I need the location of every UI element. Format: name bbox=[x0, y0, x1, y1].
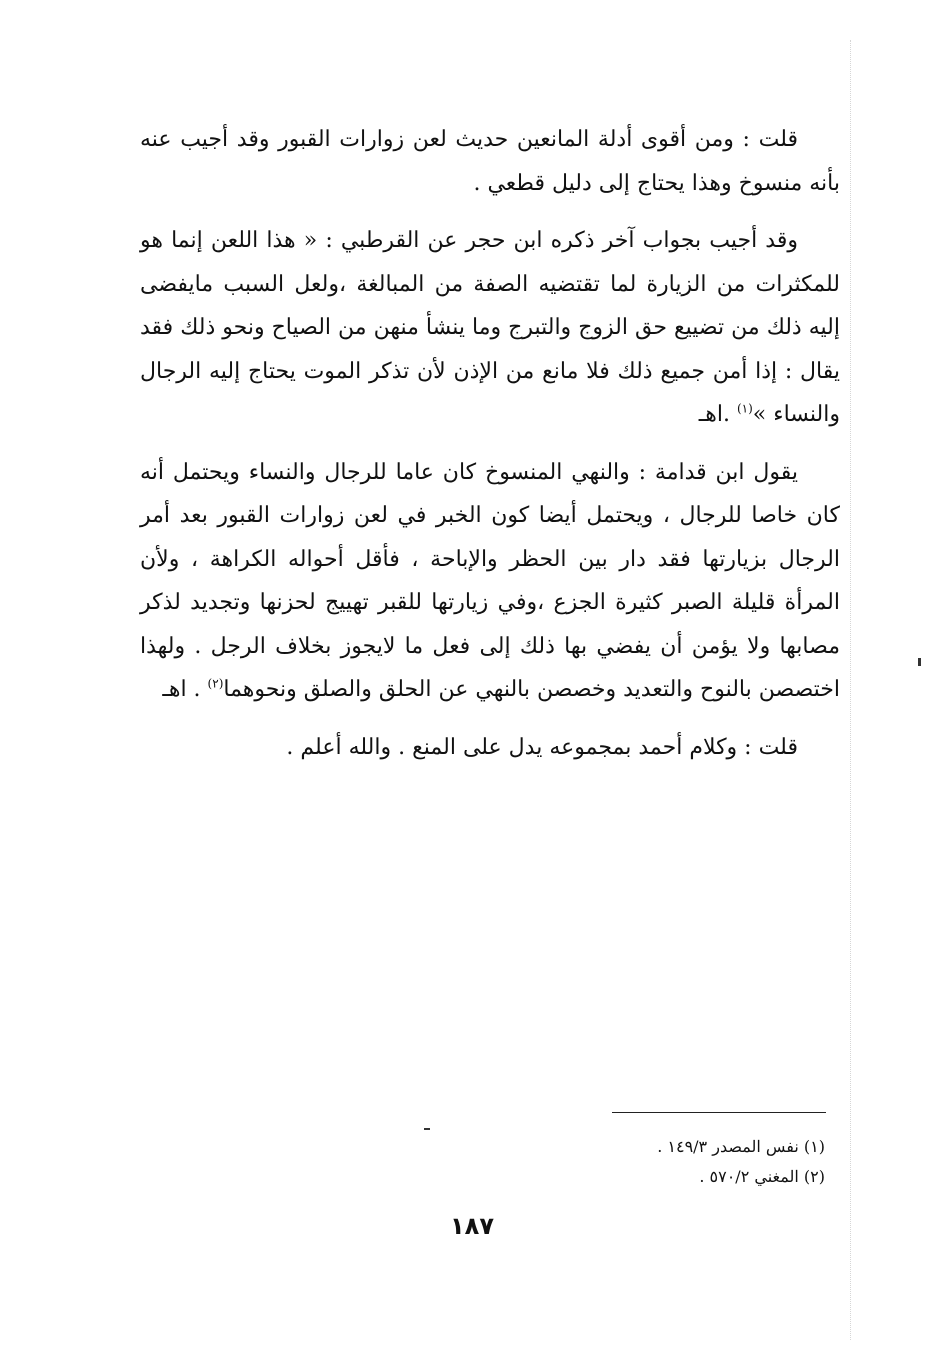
paragraph-2-text: وقد أجيب بجواب آخر ذكره ابن حجر عن القرطبي : « هذا اللعن إنما هو للمكثرات من الزيارة لما تقتضيه الصفة من المبالغة ،ولعل السبب مايفضى إليه ذلك من تضييع حق الزوج والتبرج وما ينشأ منهن من الصياح ونحو ذلك فقد يقال : إذا أمن جميع ذلك فلا مانع من الإذن لأن تذكر الموت يحتاج إليه الرجال والنساء » bbox=[140, 228, 840, 427]
footnote-ref-1[interactable]: (١) bbox=[736, 401, 753, 416]
paragraph-3-text: يقول ابن قدامة : والنهي المنسوخ كان عاما للرجال والنساء ويحتمل أنه كان خاصا للرجال ، ويحتمل أيضا كون الخبر في لعن زوارات القبور بعد أمر الرجال بزيارتها فقد دار بين الحظر والإباحة ، فأقل أحواله الكراهة ، ولأن المرأة قليلة الصبر كثيرة الجزع ،وفي زيارتها للقبر تهييج لحزنها وتجديد لذكر مصابها ولا يؤمن أن يفضي بها ذلك إلى فعل ما لايجوز بخلاف الرجل . ولهذا اختصصن بالنوح والتعديد وخصصن بالنهي عن الحلق والصلق ونحوهما bbox=[140, 459, 840, 702]
paragraph-1 bbox=[140, 118, 840, 205]
paragraph-2 bbox=[140, 219, 840, 437]
paragraph-4 bbox=[140, 726, 840, 770]
paragraph-4-text: قلت : وكلام أحمد بمجموعه يدل على المنع . والله أعلم . bbox=[286, 734, 798, 760]
paragraph-1-text: قلت : ومن أقوى أدلة المانعين حديث لعن زوارات القبور وقد أجيب عنه بأنه منسوخ وهذا يحتاج إلى دليل قطعي . bbox=[140, 127, 840, 196]
main-text bbox=[140, 118, 840, 783]
footnote-separator bbox=[612, 1112, 826, 1113]
paragraph-2-tail: .اهـ bbox=[698, 402, 737, 427]
footnote-2: (٢) المغني ٥٧٠/٢ . bbox=[699, 1167, 825, 1186]
paragraph-3-tail: . اهـ bbox=[162, 677, 208, 702]
scan-speck-center bbox=[424, 1128, 430, 1130]
page-number: ١٨٧ bbox=[450, 1212, 494, 1240]
scan-edge-line bbox=[850, 40, 851, 1340]
scan-speck-right bbox=[918, 658, 921, 666]
footnote-1: (١) نفس المصدر ١٤٩/٣ . bbox=[657, 1137, 825, 1156]
footnote-ref-2[interactable]: (٢) bbox=[207, 676, 224, 691]
paragraph-3 bbox=[140, 451, 840, 712]
footnotes bbox=[520, 1132, 825, 1192]
